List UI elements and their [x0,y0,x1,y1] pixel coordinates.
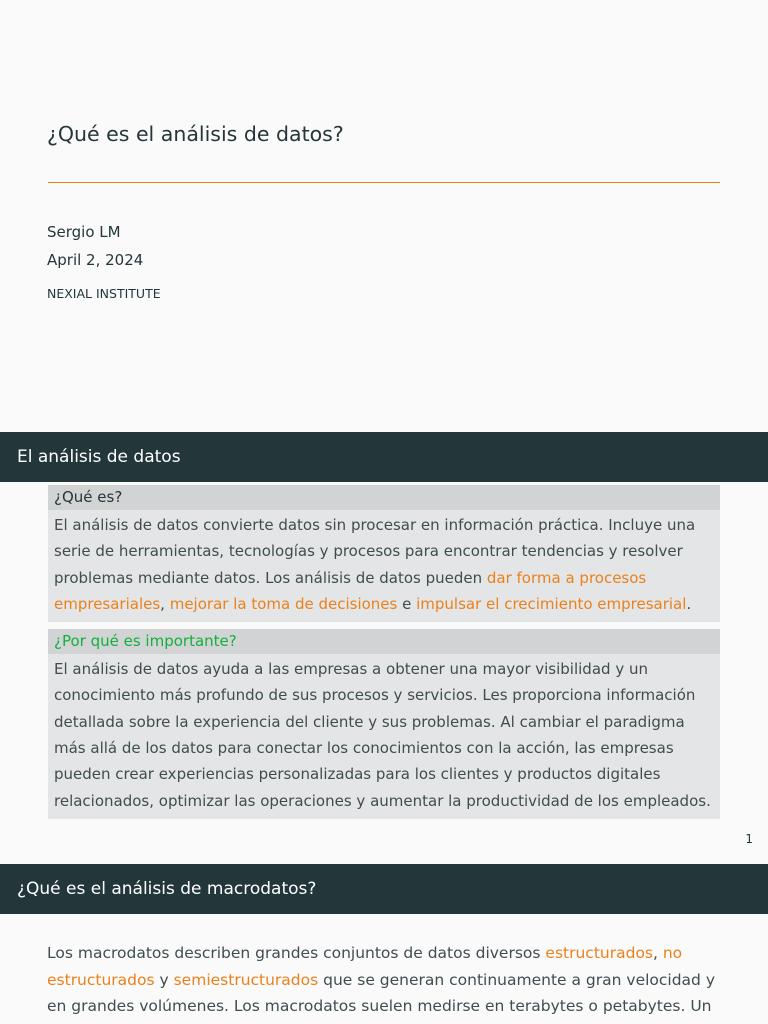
slide-body-text [0,914,768,1020]
highlight-text: no estructurados [47,944,683,989]
block-title: ¿Qué es? [48,485,720,510]
body-text: Los macrodatos describen grandes conjuntos de datos diversos [47,944,546,962]
separator-text: y [154,970,174,989]
title-separator [48,182,720,183]
institute: NEXIAL INSTITUTE [47,286,161,301]
frame-title: ¿Qué es el análisis de macrodatos? [17,879,317,899]
highlight-text: impulsar el crecimiento empresarial [416,594,687,613]
title-slide [0,0,768,432]
slide-analisis-de-macrodatos [0,864,768,1020]
highlight-text: mejorar la toma de decisiones [169,594,398,613]
presentation-title: ¿Qué es el análisis de datos? [47,122,344,146]
block-body: El análisis de datos ayuda a las empresas a obtener una mayor visibilidad y un conocimiento más profundo de sus procesos y servicios. Les proporciona información detallada sobre la experiencia del cliente y sus problemas. Al cambiar el paradigma más allá de los datos para conectar los conocimientos con la acción, las empresas pueden crear experiencias personalizadas para los clientes y productos digitales relacionados, optimizar las operaciones y aumentar la productividad de los empleados. [54,660,711,810]
separator-text: e [397,594,417,613]
highlight-text: dar forma a procesos empresariales [54,568,647,613]
frame-title-bar [0,432,768,482]
block-text: El análisis de datos convierte datos sin procesar en información práctica. Incluye una serie de herramientas, tecnologías y procesos para encontrar tendencias y resolver problemas mediante datos. Los análisis de datos pueden [54,516,696,587]
alert-block-title: ¿Por qué es importante? [48,629,720,654]
end-text: . [686,594,692,613]
block-por-que-es-importante [48,629,720,819]
date: April 2, 2024 [47,251,144,269]
highlight-text: semiestructurados [173,970,319,989]
separator-text: , [653,944,663,962]
slide-analisis-de-datos [0,432,768,864]
highlight-text: estructurados [545,944,653,962]
frame-title: El análisis de datos [17,447,181,467]
block-que-es [48,485,720,622]
block-body [48,510,720,622]
separator-text: , [160,594,170,613]
body-text: que se generan continuamente a gran velocidad y en grandes volúmenes. Los macrodatos suelen medirse en terabytes o petabytes. Un [47,970,715,1015]
frame-title-bar [0,864,768,914]
page-number: 1 [745,832,753,846]
author: Sergio LM [47,223,121,241]
